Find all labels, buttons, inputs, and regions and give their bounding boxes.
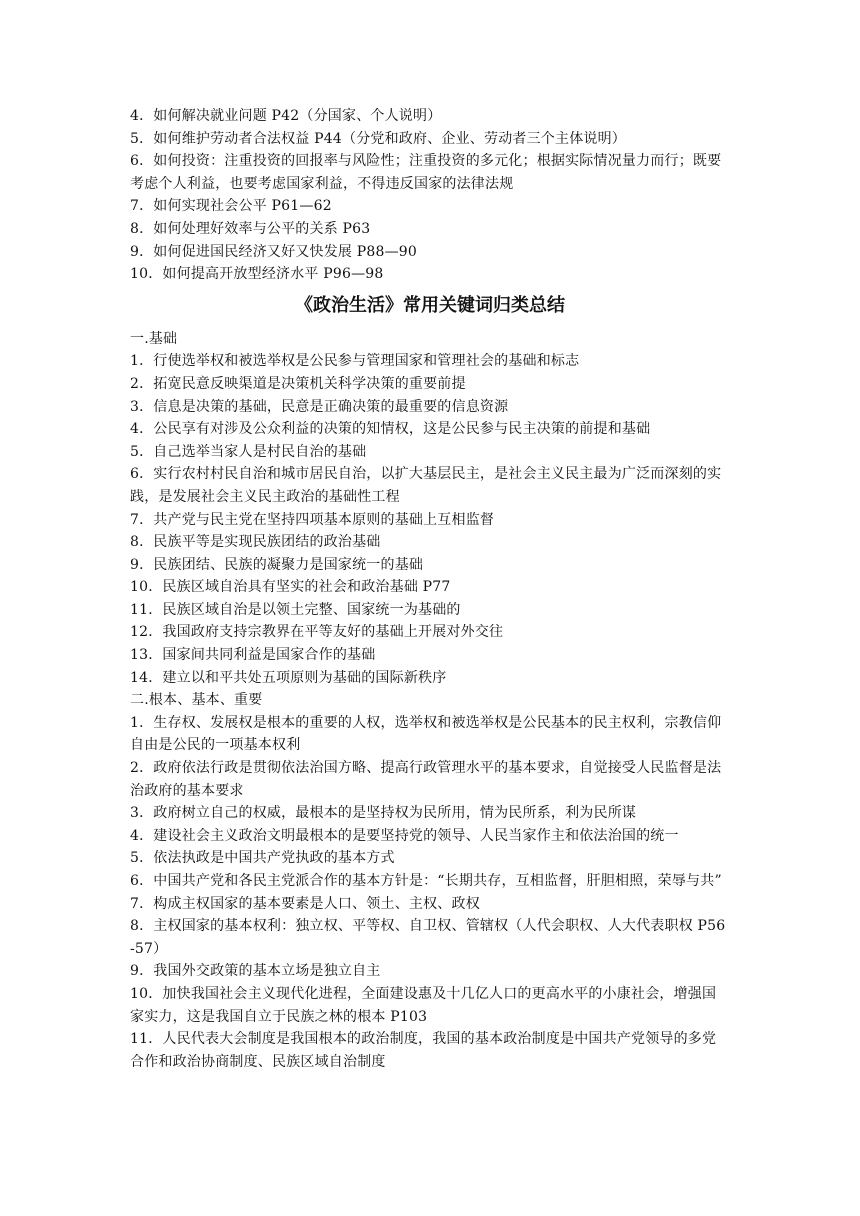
list-item: 11．民族区域自治是以领土完整、国家统一为基础的 (130, 601, 461, 618)
list-item: 9．民族团结、民族的凝聚力是国家统一的基础 (130, 556, 424, 573)
list-item: 14．建立以和平共处五项原则为基础的国际新秩序 (130, 669, 447, 686)
list-item: 8．民族平等是实现民族团结的政治基础 (130, 534, 381, 551)
list-item: 10．如何提高开放型经济水平 P96—98 (130, 266, 384, 283)
list-item: 4．公民享有对涉及公众利益的决策的知情权，这是公民参与民主决策的前提和基础 (130, 421, 651, 438)
section-heading: 二.根本、基本、重要 (130, 692, 263, 709)
list-item: 1．行使选举权和被选举权是公民参与管理国家和管理社会的基础和标志 (130, 353, 580, 370)
list-item: 3．政府树立自己的权威，最根本的是坚持权为民所用，情为民所系，利为民所谋 (130, 805, 637, 822)
list-item: 5．如何维护劳动者合法权益 P44（分党和政府、企业、劳动者三个主体说明） (130, 130, 626, 147)
list-item: 5．依法执政是中国共产党执政的基本方式 (130, 850, 395, 867)
list-item: 7．构成主权国家的基本要素是人口、领土、主权、政权 (130, 895, 480, 912)
list-item: 4．如何解决就业问题 P42（分国家、个人说明） (130, 108, 442, 124)
list-item: 4．建设社会主义政治文明最根本的是要坚持党的领导、人民当家作主和依法治国的统一 (130, 827, 679, 844)
list-item: 7．如何实现社会公平 P61—62 (130, 198, 332, 215)
list-item: 10．加快我国社会主义现代化进程，全面建设惠及十几亿人口的更高水平的小康社会，增强国家实力，这是我国自立于民族之林的根本 P103 (130, 985, 717, 1025)
list-item: 6．中国共产党和各民主党派合作的基本方针是：“长期共存，互相监督，肝胆相照，荣辱与共” (130, 873, 722, 889)
page-title: 《政治生活》常用关键词归类总结 (295, 294, 565, 316)
list-item: 7．共产党与民主党在坚持四项基本原则的基础上互相监督 (130, 511, 495, 528)
list-item: 2．政府依法行政是贯彻依法治国方略、提高行政管理水平的基本要求，自觉接受人民监督是法治政府的基本要求 (130, 760, 722, 799)
list-item: 9．我国外交政策的基本立场是独立自主 (130, 963, 381, 980)
document-body (130, 105, 730, 1073)
list-item: 9．如何促进国民经济又好又快发展 P88—90 (130, 243, 418, 260)
list-item: 11．人民代表大会制度是我国根本的政治制度，我国的基本政治制度是中国共产党领导的多党合作和政治协商制度、民族区域自治制度 (130, 1031, 717, 1070)
list-item: 1．生存权、发展权是根本的重要的人权，选举权和被选举权是公民基本的民主权利，宗教信仰自由是公民的一项基本权利 (130, 714, 722, 754)
list-item: 13．国家间共同利益是国家合作的基础 (130, 647, 376, 664)
list-item: 2．拓宽民意反映渠道是决策机关科学决策的重要前提 (130, 375, 466, 392)
list-item: 6．如何投资：注重投资的回报率与风险性；注重投资的多元化；根据实际情况量力而行；既要考虑个人利益，也要考虑国家利益，不得违反国家的法律法规 (130, 153, 722, 192)
list-item: 12．我国政府支持宗教界在平等友好的基础上开展对外交往 (130, 624, 504, 641)
section-heading: 一.基础 (130, 330, 178, 347)
list-item: 8．主权国家的基本权利：独立权、平等权、自卫权、管辖权（人代会职权、人大代表职权 P56-57） (130, 918, 726, 957)
list-item: 3．信息是决策的基础，民意是正确决策的最重要的信息资源 (130, 398, 509, 415)
list-item: 6．实行农村村民自治和城市居民自治，以扩大基层民主，是社会主义民主最为广泛而深刻的实践，是发展社会主义民主政治的基础性工程 (130, 466, 722, 505)
list-item: 10．民族区域自治具有坚实的社会和政治基础 P77 (130, 579, 451, 596)
list-item: 8．如何处理好效率与公平的关系 P63 (130, 220, 371, 237)
list-item: 5．自己选举当家人是村民自治的基础 (130, 443, 367, 460)
